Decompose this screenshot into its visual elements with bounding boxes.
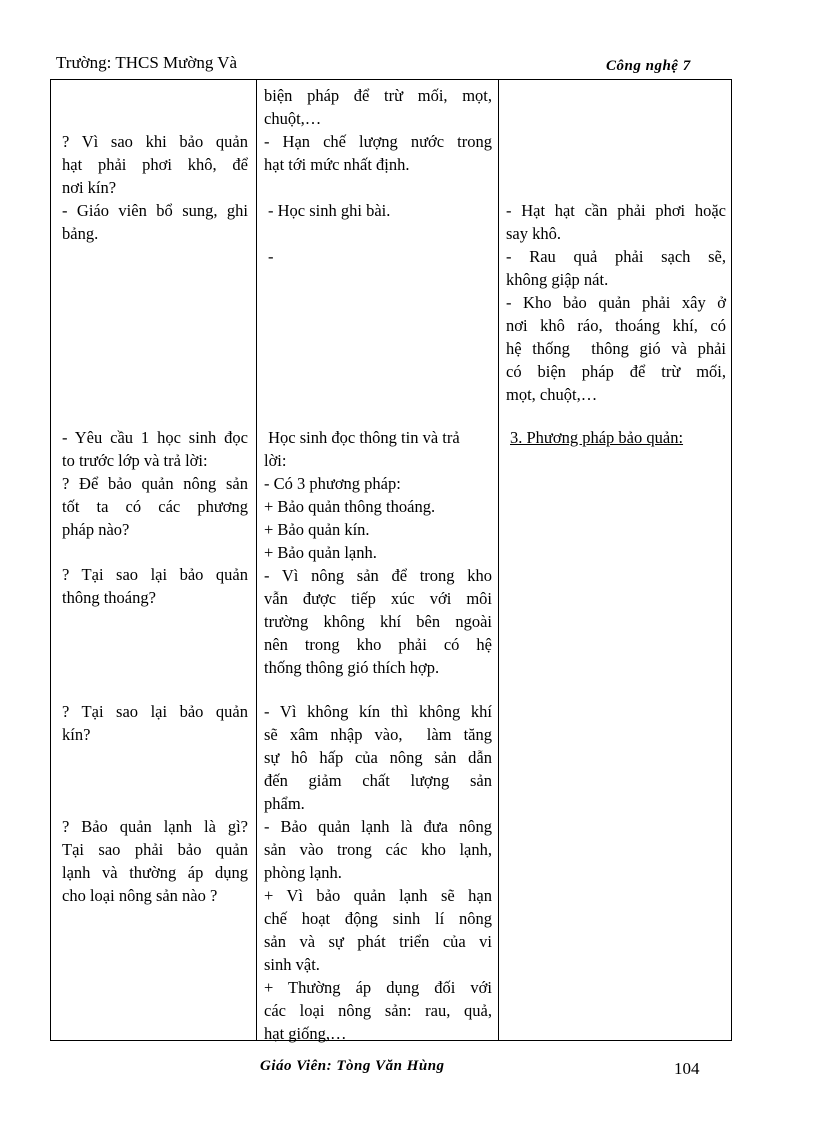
- text-line: ? Bảo quản lạnh là gì?: [62, 817, 248, 836]
- text-line: nơi kín?: [62, 178, 117, 197]
- section-heading-3: 3. Phương pháp bảo quản:: [510, 428, 684, 447]
- column-divider-2: [498, 80, 499, 1041]
- page-header-school: Trường: THCS Mường Và: [56, 53, 238, 72]
- text-line: biện pháp để trừ mối, mọt,: [264, 86, 492, 105]
- text-line: - Vì nông sản để trong kho: [264, 566, 492, 585]
- teacher-question-2: [62, 563, 248, 609]
- student-answer-methods: [264, 426, 492, 679]
- text-line: chế hoạt động sinh lí nông: [264, 909, 492, 928]
- text-line: + Bảo quản lạnh.: [264, 543, 377, 562]
- lesson-notes: [506, 199, 726, 406]
- text-line: - Học sinh ghi bài.: [268, 201, 391, 220]
- student-answer-sealed: [264, 700, 492, 1045]
- text-line: sẽ xâm nhập vào, làm tăng: [264, 725, 492, 744]
- text-line: mọt, chuột,…: [506, 385, 598, 404]
- text-line: cho loại nông sản nào ?: [62, 886, 218, 905]
- text-line: kín?: [62, 725, 91, 744]
- text-line: sinh vật.: [264, 955, 320, 974]
- student-note: [268, 199, 492, 268]
- text-line: Học sinh đọc thông tin và trả: [264, 428, 460, 447]
- text-line: - Rau quả phải sạch sẽ,: [506, 247, 726, 266]
- text-line: - Yêu cầu 1 học sinh đọc: [62, 428, 248, 447]
- text-line: vẫn được tiếp xúc với môi: [264, 589, 492, 608]
- text-line: thông thoáng?: [62, 588, 156, 607]
- text-line: ? Để bảo quản nông sản: [62, 474, 248, 493]
- text-line: - Kho bảo quản phải xây ở: [506, 293, 726, 312]
- text-line: to trước lớp và trả lời:: [62, 451, 208, 470]
- text-line: + Bảo quản thông thoáng.: [264, 497, 436, 516]
- text-line: sản vào trong các kho lạnh,: [264, 840, 492, 859]
- text-line: nơi khô ráo, thoáng khí, có: [506, 316, 726, 335]
- text-line: say khô.: [506, 224, 561, 243]
- text-line: phẩm.: [264, 794, 305, 813]
- text-line: có biện pháp để trừ mối,: [506, 362, 726, 381]
- text-line: chuột,…: [264, 109, 322, 128]
- text-line: lời:: [264, 451, 287, 470]
- text-line: ? Tại sao lại bảo quản: [62, 702, 248, 721]
- teacher-request: [62, 426, 248, 541]
- text-line: không giập nát.: [506, 270, 609, 289]
- text-line: + Bảo quản kín.: [264, 520, 370, 539]
- text-line: nên trong kho phải có hệ: [264, 635, 492, 654]
- teacher-question-4: [62, 815, 248, 907]
- text-line: bảng.: [62, 224, 99, 243]
- text-line: sự hô hấp của nông sản dẫn: [264, 748, 492, 767]
- page-footer-teacher: Giáo Viên: Tòng Văn Hùng: [260, 1058, 445, 1074]
- text-line: thống thông gió thích hợp.: [264, 658, 440, 677]
- text-line: các loại nông sản: rau, quả,: [264, 1001, 492, 1020]
- text-line: đến giảm chất lượng sản: [264, 771, 492, 790]
- text-line: trường không khí bên ngoài: [264, 612, 492, 631]
- text-line: - Hạt hạt cần phải phơi hoặc: [506, 201, 726, 220]
- text-line: + Vì bảo quản lạnh sẽ hạn: [264, 886, 492, 905]
- text-line: hạt giống,…: [264, 1024, 347, 1043]
- page-number: 104: [674, 1059, 700, 1078]
- page-header-subject: Công nghệ 7: [606, 58, 691, 74]
- text-line: pháp nào?: [62, 520, 130, 539]
- text-line: + Thường áp dụng đối với: [264, 978, 492, 997]
- student-answer-1: [264, 84, 492, 176]
- column-divider-1: [256, 80, 257, 1041]
- text-line: - Hạn chế lượng nước trong: [264, 132, 492, 151]
- text-line: - Giáo viên bổ sung, ghi: [62, 201, 248, 220]
- text-line: ? Tại sao lại bảo quản: [62, 565, 248, 584]
- text-line: Tại sao phải bảo quản: [62, 840, 248, 859]
- text-line: - Có 3 phương pháp:: [264, 474, 401, 493]
- text-line: ? Vì sao khi bảo quản: [62, 132, 248, 151]
- text-line: lạnh và thường áp dụng: [62, 863, 248, 882]
- teacher-question-1: [62, 130, 248, 245]
- text-line: hệ thống thông gió và phải: [506, 339, 726, 358]
- text-line: [268, 222, 492, 245]
- text-line: hạt tới mức nhất định.: [264, 155, 410, 174]
- text-line: tốt ta có các phương: [62, 497, 248, 516]
- text-line: - Bảo quản lạnh là đưa nông: [264, 817, 492, 836]
- text-line: hạt phải phơi khô, để: [62, 155, 248, 174]
- teacher-question-3: [62, 700, 248, 746]
- text-line: phòng lạnh.: [264, 863, 342, 882]
- text-line: -: [268, 247, 274, 266]
- text-line: - Vì không kín thì không khí: [264, 702, 492, 721]
- text-line: sản và sự phát triển của vi: [264, 932, 492, 951]
